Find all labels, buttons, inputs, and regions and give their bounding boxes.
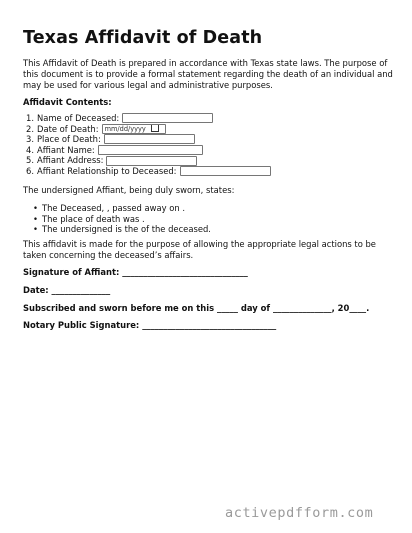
statement-text: The place of death was .: [42, 213, 145, 224]
calendar-icon[interactable]: [151, 124, 159, 132]
field-label: Place of Death:: [37, 134, 101, 145]
item-number: 1.: [26, 113, 34, 123]
list-item: [23, 145, 271, 156]
list-item: [23, 155, 271, 166]
affiant-relationship-input[interactable]: [180, 166, 271, 176]
list-item: [23, 166, 271, 177]
list-item: [23, 113, 271, 124]
sworn-statements-list: [33, 203, 211, 235]
list-item: [33, 214, 211, 225]
intro-paragraph: This Affidavit of Death is prepared in accordance with Texas state laws. The purpose of this document is to provide a formal statement regarding the death of an individual and may be used for various legal and administrative purposes.: [23, 58, 393, 90]
date-line: Date: ______________: [23, 285, 111, 295]
statement-text: The Deceased, , passed away on .: [42, 203, 186, 213]
place-of-death-input[interactable]: [104, 134, 195, 144]
name-of-deceased-input[interactable]: [122, 113, 213, 123]
item-number: 6.: [26, 165, 34, 176]
list-item: [23, 124, 271, 135]
statement-intro: The undersigned Affiant, being duly sworn, states:: [23, 185, 235, 195]
list-item: [33, 224, 211, 235]
sworn-line: Subscribed and sworn before me on this _____ day of ______________, 20____.: [23, 303, 370, 313]
item-number: 5.: [26, 155, 34, 166]
notary-signature-line: Notary Public Signature: ________________________________: [23, 320, 277, 330]
item-number: 3.: [26, 134, 34, 145]
affiant-signature-line: Signature of Affiant: ______________________________: [23, 267, 248, 277]
bullet-icon: •: [33, 224, 38, 235]
page-title: Texas Affidavit of Death: [23, 28, 263, 48]
list-item: [33, 203, 211, 214]
watermark: activepdfform.com: [225, 505, 374, 521]
field-label: Name of Deceased:: [37, 113, 120, 123]
bullet-icon: •: [33, 213, 38, 224]
list-item: [23, 134, 271, 145]
purpose-paragraph: This affidavit is made for the purpose of allowing the appropriate legal actions to be taken concerning the deceased’s affairs.: [23, 239, 376, 260]
field-label: Date of Death:: [37, 123, 99, 134]
bullet-icon: •: [33, 203, 38, 213]
affiant-address-input[interactable]: [106, 156, 197, 166]
affiant-name-input[interactable]: [98, 145, 203, 155]
statement-text: The undersigned is the of the deceased.: [42, 224, 211, 235]
date-of-death-input[interactable]: [102, 124, 166, 134]
contents-heading: Affidavit Contents:: [23, 97, 112, 107]
item-number: 2.: [26, 123, 34, 134]
field-label: Affiant Relationship to Deceased:: [37, 165, 177, 176]
affidavit-contents-list: [23, 113, 271, 177]
field-label: Affiant Address:: [37, 155, 104, 166]
date-placeholder: mm/dd/yyyy: [104, 124, 146, 133]
field-label: Affiant Name:: [37, 144, 95, 155]
item-number: 4.: [26, 144, 34, 155]
